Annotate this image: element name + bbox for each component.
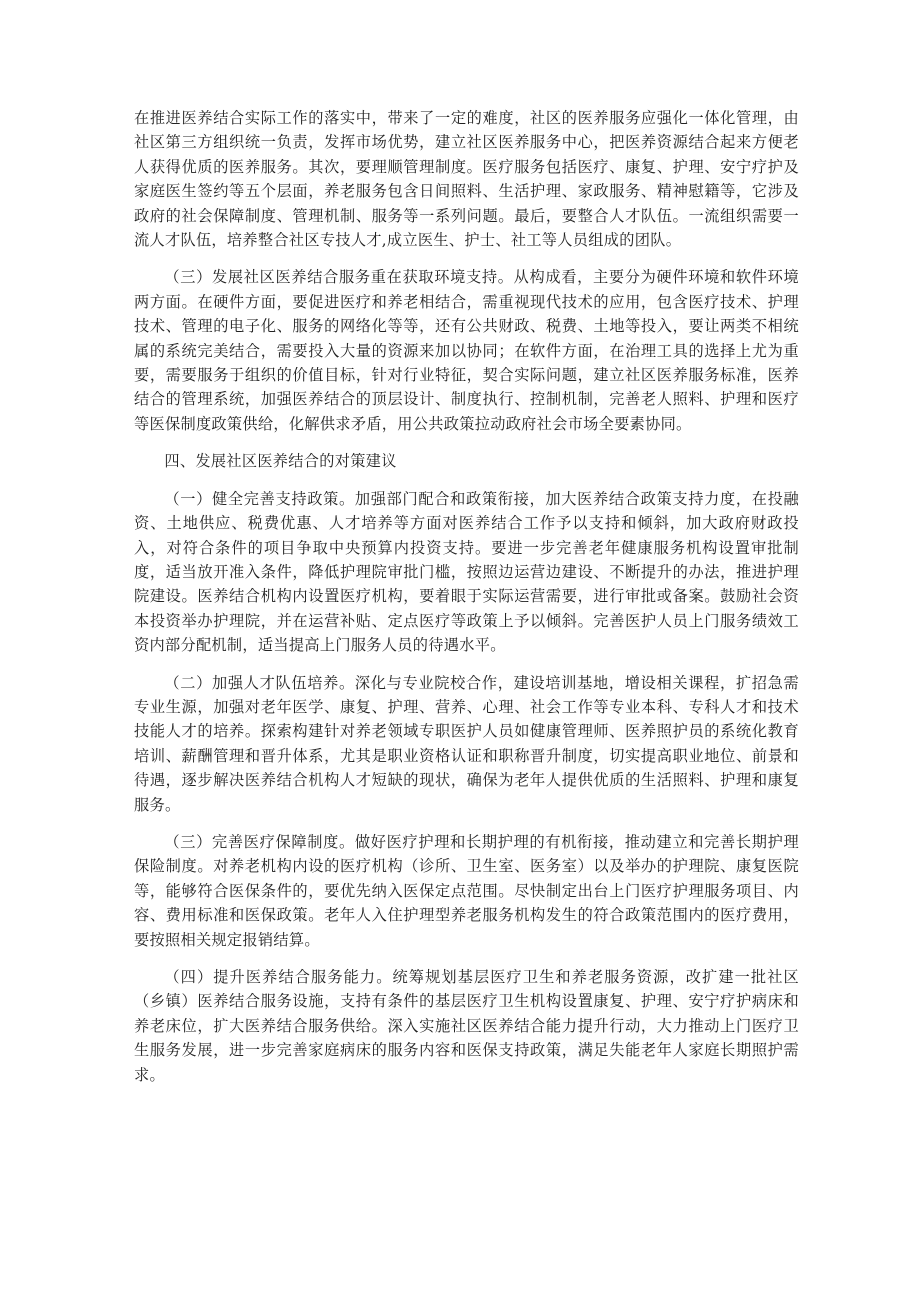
section-heading: 四、发展社区医养结合的对策建议 (164, 452, 397, 471)
document-body (134, 106, 799, 1100)
paragraph-environment-support: （三）发展社区医养结合服务重在获取环境支持。从构成看，主要分为硬件环境和软件环境两方面。在硬件方面，要促进医疗和养老相结合，需重视现代技术的应用，包含医疗技术、护理技术、管理的电子化、服务的网络化等等，还有公共财政、税费、土地等投入，要让两类不相统属的系统完美结合，需要投入大量的资源来加以协同；在软件方面，在治理工具的选择上尤为重要，需要服务于组织的价值目标，针对行业特征，契合实际问题，建立社区医养服务标准，医养结合的管理系统，加强医养结合的顶层设计、制度执行、控制机制，完善老人照料、护理和医疗等医保制度政策供给，化解供求矛盾，用公共政策拉动政府社会市场全要素协同。 (134, 268, 799, 433)
paragraph-service-capacity: （四）提升医养结合服务能力。统筹规划基层医疗卫生和养老服务资源，改扩建一批社区（乡镇）医养结合服务设施，支持有条件的基层医疗卫生机构设置康复、护理、安宁疗护病床和养老床位，扩大医养结合服务供给。深入实施社区医养结合能力提升行动，大力推动上门医疗卫生服务发展，进一步完善家庭病床的服务内容和医保支持政策，满足失能老年人家庭长期照护需求。 (134, 968, 799, 1084)
paragraph-talent-training: （二）加强人才队伍培养。深化与专业院校合作，建设培训基地，增设相关课程，扩招急需专业生源，加强对老年医学、康复、护理、营养、心理、社会工作等专业本科、专科人才和技术技能人才的培养。探索构建针对养老领域专职医护人员如健康管理师、医养照护员的系统化教育培训、薪酬管理和晋升体系，尤其是职业资格认证和职称晋升制度，切实提高职业地位、前景和待遇，逐步解决医养结合机构人才短缺的现状，确保为老年人提供优质的生活照料、护理和康复服务。 (134, 673, 799, 814)
paragraph-continuation: 在推进医养结合实际工作的落实中，带来了一定的难度，社区的医养服务应强化一体化管理，由社区第三方组织统一负责，发挥市场优势，建立社区医养服务中心，把医养资源结合起来方便老人获得优质的医养服务。其次，要理顺管理制度。医疗服务包括医疗、康复、护理、安宁疗护及家庭医生签约等五个层面，养老服务包含日间照料、生活护理、家政服务、精神慰籍等，它涉及政府的社会保障制度、管理机制、服务等一系列问题。最后，要整合人才队伍。一流组织需要一流人才队伍，培养整合社区专技人才,成立医生、护士、社工等人员组成的团队。 (134, 109, 799, 250)
paragraph-medical-insurance: （三）完善医疗保障制度。做好医疗护理和长期护理的有机衔接，推动建立和完善长期护理保险制度。对养老机构内设的医疗机构（诊所、卫生室、医务室）以及举办的护理院、康复医院等，能够符合医保条件的，要优先纳入医保定点范围。尽快制定出台上门医疗护理服务项目、内容、费用标准和医保政策。老年人入住护理型养老服务机构发生的符合政策范围内的医疗费用，要按照相关规定报销结算。 (134, 832, 799, 949)
paragraph-policy-support: （一）健全完善支持政策。加强部门配合和政策衔接，加大医养结合政策支持力度，在投融资、土地供应、税费优惠、人才培养等方面对医养结合工作予以支持和倾斜，加大政府财政投入，对符合条件的项目争取中央预算内投资支持。要进一步完善老年健康服务机构设置审批制度，适当放开准入条件，降低护理院审批门槛，按照边运营边建设、不断提升的办法，推进护理院建设。医养结合机构内设置医疗机构，要着眼于实际运营需要，进行审批或备案。鼓励社会资本投资举办护理院，并在运营补贴、定点医疗等政策上予以倾斜。完善医护人员上门服务绩效工资内部分配机制，适当提高上门服务人员的待遇水平。 (134, 489, 799, 655)
